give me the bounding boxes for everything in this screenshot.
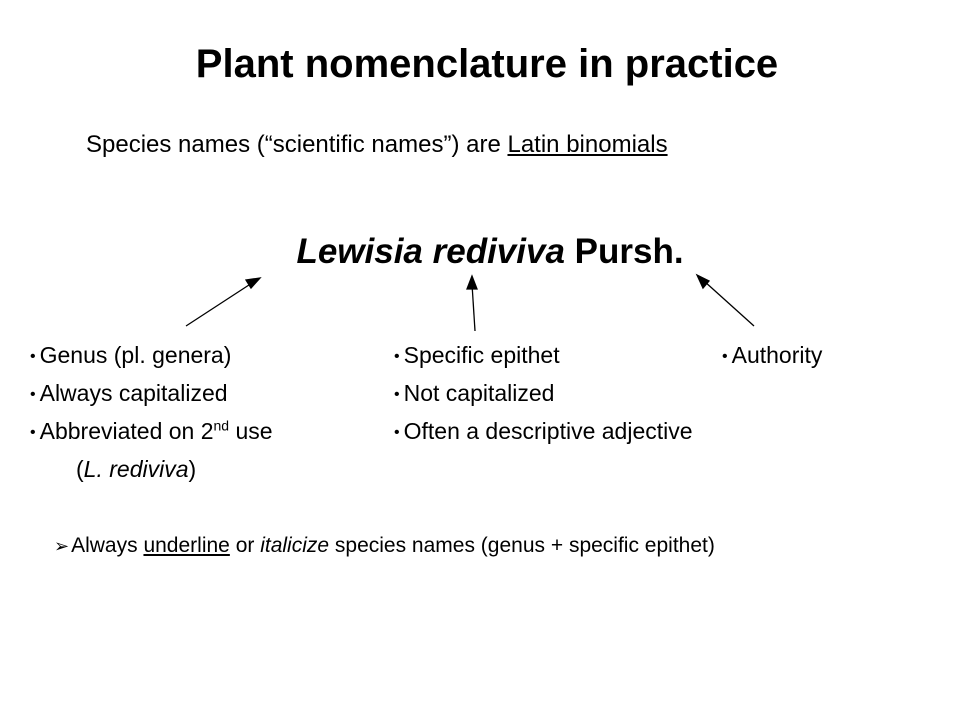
epithet-item-1: • Specific epithet	[394, 342, 560, 368]
genus-column	[30, 338, 273, 486]
arrow-bullet-icon: ➢	[54, 536, 70, 556]
subtitle-text: Species names (“scientific names”) are	[86, 131, 508, 158]
usage-note: ➢Always underline or italicize species names (genus + specific epithet)	[54, 534, 715, 557]
bullet-icon: •	[394, 348, 400, 365]
authority-name: Pursh.	[564, 232, 684, 271]
arrow-to-authority	[697, 275, 754, 326]
genus-abbreviation-example: (L. rediviva)	[76, 456, 197, 482]
arrow-to-genus	[186, 278, 260, 326]
bullet-icon: •	[30, 386, 36, 403]
bullet-icon: •	[30, 424, 36, 441]
genus-item-3: • Abbreviated on 2nd use	[30, 417, 273, 444]
italicize-word: italicize	[260, 534, 330, 557]
authority-column	[722, 338, 822, 376]
arrow-to-epithet	[467, 276, 477, 331]
genus-item-2: • Always capitalized	[30, 380, 228, 406]
underline-word: underline	[143, 534, 230, 557]
bullet-icon: •	[394, 386, 400, 403]
authority-item-1: • Authority	[722, 342, 823, 368]
slide-title: Plant nomenclature in practice	[195, 42, 779, 86]
bullet-icon: •	[394, 424, 400, 441]
epithet-item-2: • Not capitalized	[394, 380, 555, 406]
subtitle-underlined: Latin binomials	[507, 131, 668, 158]
bullet-icon: •	[30, 348, 36, 365]
genus-and-epithet: Lewisia rediviva	[296, 232, 565, 271]
epithet-item-3: • Often a descriptive adjective	[394, 418, 693, 444]
epithet-column	[394, 338, 693, 452]
genus-item-1: • Genus (pl. genera)	[30, 342, 232, 368]
bullet-icon: •	[722, 348, 728, 365]
